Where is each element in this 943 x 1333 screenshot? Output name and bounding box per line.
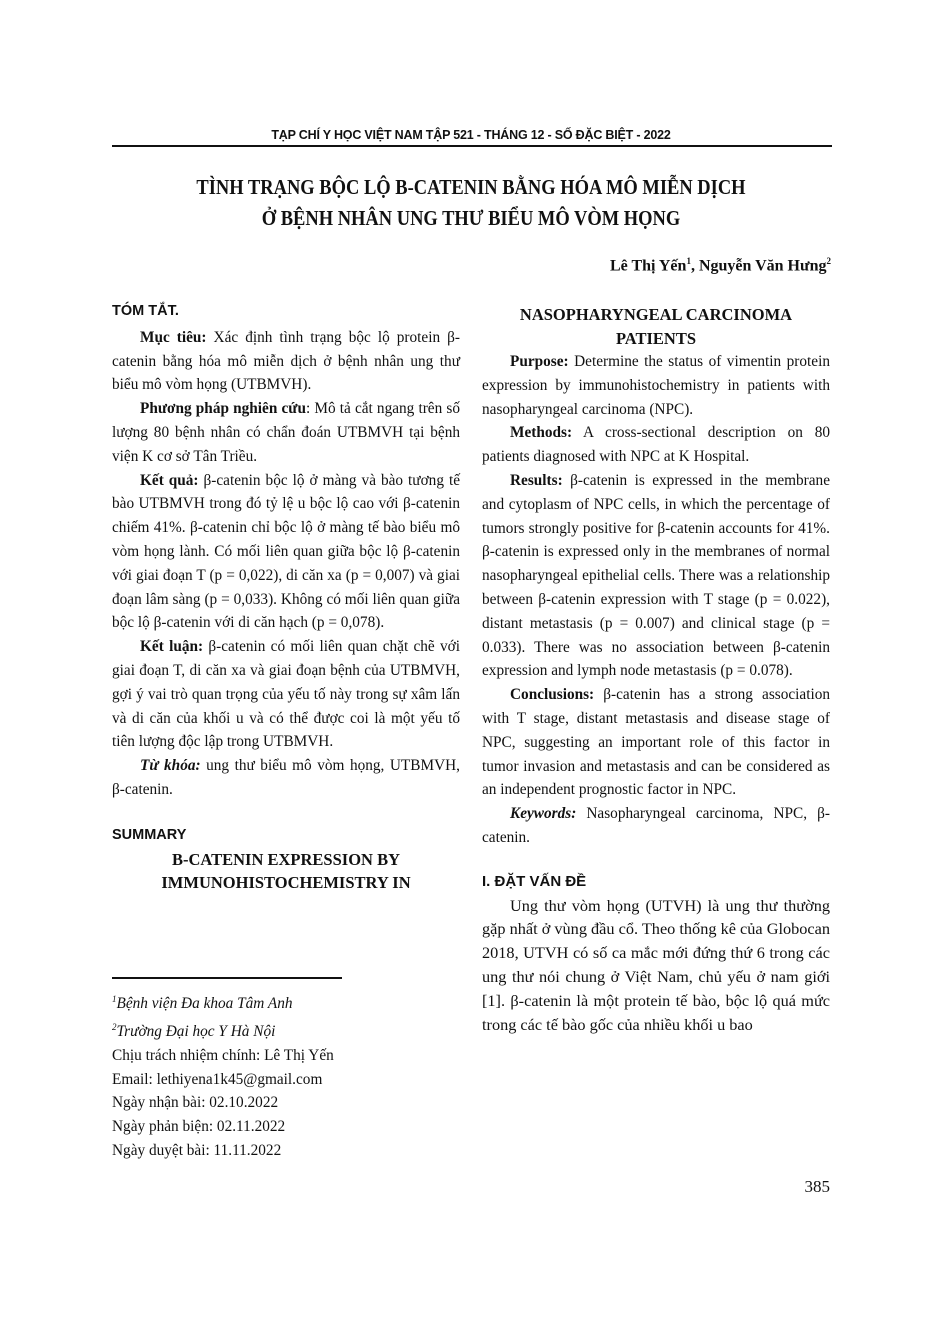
summary-title-part1 [112, 848, 460, 895]
text: β-catenin is expressed in the membrane and cytoplasm of NPC cells, in which the percentage of tumors strongly positive for β-catenin accounts for 41%. β-catenin is expressed only in the membranes of normal nasopharyngeal epithelial cells. There was a relationship between β-catenin expression with T stage (p = 0.022), distant metastasis (p = 0.007) and clinical stage (p = 0.033). There was no association between β-catenin expression and lymph node metastasis (p = 0.078). [482, 471, 830, 680]
summary-keywords [482, 802, 830, 850]
summary-title-line: PATIENTS [615, 328, 697, 348]
label: Kết luận: [140, 638, 204, 656]
footnote-rule [112, 977, 342, 979]
text: : Mô tả cắt ngang trên số lượng 80 bệnh nhân có chẩn đoán UTBMVH tại bệnh viện K cơ sở Tân Triều. [112, 400, 460, 465]
responsible-author: Chịu trách nhiệm chính: Lê Thị Yến [112, 1046, 334, 1064]
abstract-vi-heading: TÓM TẮT. [112, 303, 179, 319]
text: β-catenin bộc lộ ở màng và bào tương tế bào UTBMVH trong đó tỷ lệ u bộc lộ cao với β-catenin chiếm 41%. β-catenin chỉ bộc lộ ở màng tế bào biểu mô vòm họng lành. Có mối liên quan giữa bộc lộ β-catenin với giai đoạn T (p = 0,022), di căn xa (p = 0,007) và giai đoạn lâm sàng (p = 0,033). Không có mối liên quan giữa bộc lộ β-catenin với di căn hạch (p = 0,078). [112, 471, 460, 632]
summary-conclusions [482, 683, 830, 802]
text: β-catenin có mối liên quan chặt chẽ với giai đoạn T, di căn xa và giai đoạn bệnh của UTBMVH, gợi ý vai trò quan trọng của yếu tố này trong sự xâm lấn và di căn của khối u và có thể được coi là một yếu tố tiên lượng độc lập trong UTBMVH. [112, 638, 460, 751]
date-received: Ngày nhận bài: 02.10.2022 [112, 1094, 279, 1112]
abstract-objective [112, 326, 460, 397]
sup: 2 [112, 1021, 117, 1032]
label: Conclusions: [510, 686, 595, 704]
text: ung thư biểu mô vòm họng, UTBMVH, β-catenin. [112, 757, 461, 798]
abstract-keywords [112, 754, 460, 802]
page-number: 385 [804, 1177, 830, 1196]
author-2-affiliation: 2 [826, 256, 831, 266]
left-column [112, 300, 460, 895]
summary-title-line: NASOPHARYNGEAL CARCINOMA [519, 305, 793, 324]
abstract-conclusion [112, 635, 460, 754]
header-rule [112, 145, 832, 147]
text: Nasopharyngeal carcinoma, NPC, β-catenin. [482, 805, 830, 846]
author-1-affiliation: 1 [686, 256, 691, 266]
intro-paragraph: Ung thư vòm họng (UTVH) là ung thư thường gặp nhất ở vùng đầu cổ. Theo thống kê của Globocan 2018, UTVH có số ca mắc mới đứng thứ 6 trong các ung thư nói chung ở Việt Nam, chủ yếu ở nam giới [1]. β-catenin là một protein tế bào, bộc lộ quá mức trong các tế bào gốc của nhiều khối u bao [482, 895, 830, 1034]
text: Determine the status of vimentin protein expression by immunohistochemistry in patients with nasopharyngeal carcinoma (NPC). [482, 353, 830, 418]
journal-header: TẠP CHÍ Y HỌC VIỆT NAM TẬP 521 - THÁNG 12 - SỐ ĐẶC BIỆT - 2022 [271, 128, 671, 142]
email: Email: lethiyena1k45@gmail.com [112, 1070, 323, 1088]
text: β-catenin has a strong association with T stage, distant metastasis and disease stage of NPC, suggesting an important role of this factor in tumor invasion and metastasis and can be considered as an independent prognostic factor in NPC. [482, 686, 830, 799]
text: Trường Đại học Y Hà Nội [116, 1022, 276, 1040]
text: Bệnh viện Đa khoa Tâm Anh [116, 995, 293, 1013]
intro-heading: I. ĐẶT VẤN ĐỀ [482, 872, 587, 890]
title-line-2: Ở BỆNH NHÂN UNG THƯ BIỂU MÔ VÒM HỌNG [261, 206, 681, 230]
right-column [482, 303, 830, 1036]
author-2: Nguyễn Văn Hưng [698, 257, 827, 275]
label: Từ khóa: [140, 757, 201, 775]
label: Purpose: [510, 353, 569, 370]
affiliation-1 [112, 988, 334, 1016]
text: A cross-sectional description on 80 patients diagnosed with NPC at K Hospital. [482, 424, 830, 466]
sup: 1 [112, 994, 117, 1004]
label: Phương pháp nghiên cứu [140, 400, 306, 418]
author-separator: , [690, 257, 699, 275]
article-title [155, 172, 787, 234]
authors [610, 256, 831, 275]
label: Mục tiêu: [140, 328, 207, 346]
summary-heading: SUMMARY [112, 826, 187, 843]
label: Kết quả: [140, 471, 199, 489]
label: Results: [510, 471, 563, 489]
date-reviewed: Ngày phản biện: 02.11.2022 [112, 1118, 286, 1136]
text: Xác định tình trạng bộc lộ protein β-catenin bằng hóa mô miễn dịch ở bệnh nhân ung thư biểu mô vòm họng (UTBMVH). [112, 328, 461, 394]
date-accepted: Ngày duyệt bài: 11.11.2022 [112, 1141, 282, 1159]
summary-purpose [482, 350, 830, 421]
title-line-1: TÌNH TRẠNG BỘC LỘ B-CATENIN BẰNG HÓA MÔ MIỄN DỊCH [196, 175, 746, 199]
summary-title-line: IMMUNOHISTOCHEMISTRY IN [161, 873, 411, 893]
summary-title-part2 [482, 303, 830, 350]
label: Methods: [510, 424, 573, 442]
author-1: Lê Thị Yến [609, 257, 687, 275]
abstract-results [112, 469, 460, 636]
summary-methods [482, 421, 830, 469]
abstract-methods [112, 397, 460, 468]
label: Keywords: [510, 805, 577, 823]
summary-results [482, 469, 830, 683]
summary-title-line: B-CATENIN EXPRESSION BY [172, 849, 400, 869]
footnotes [112, 988, 334, 1163]
affiliation-2 [112, 1016, 334, 1044]
